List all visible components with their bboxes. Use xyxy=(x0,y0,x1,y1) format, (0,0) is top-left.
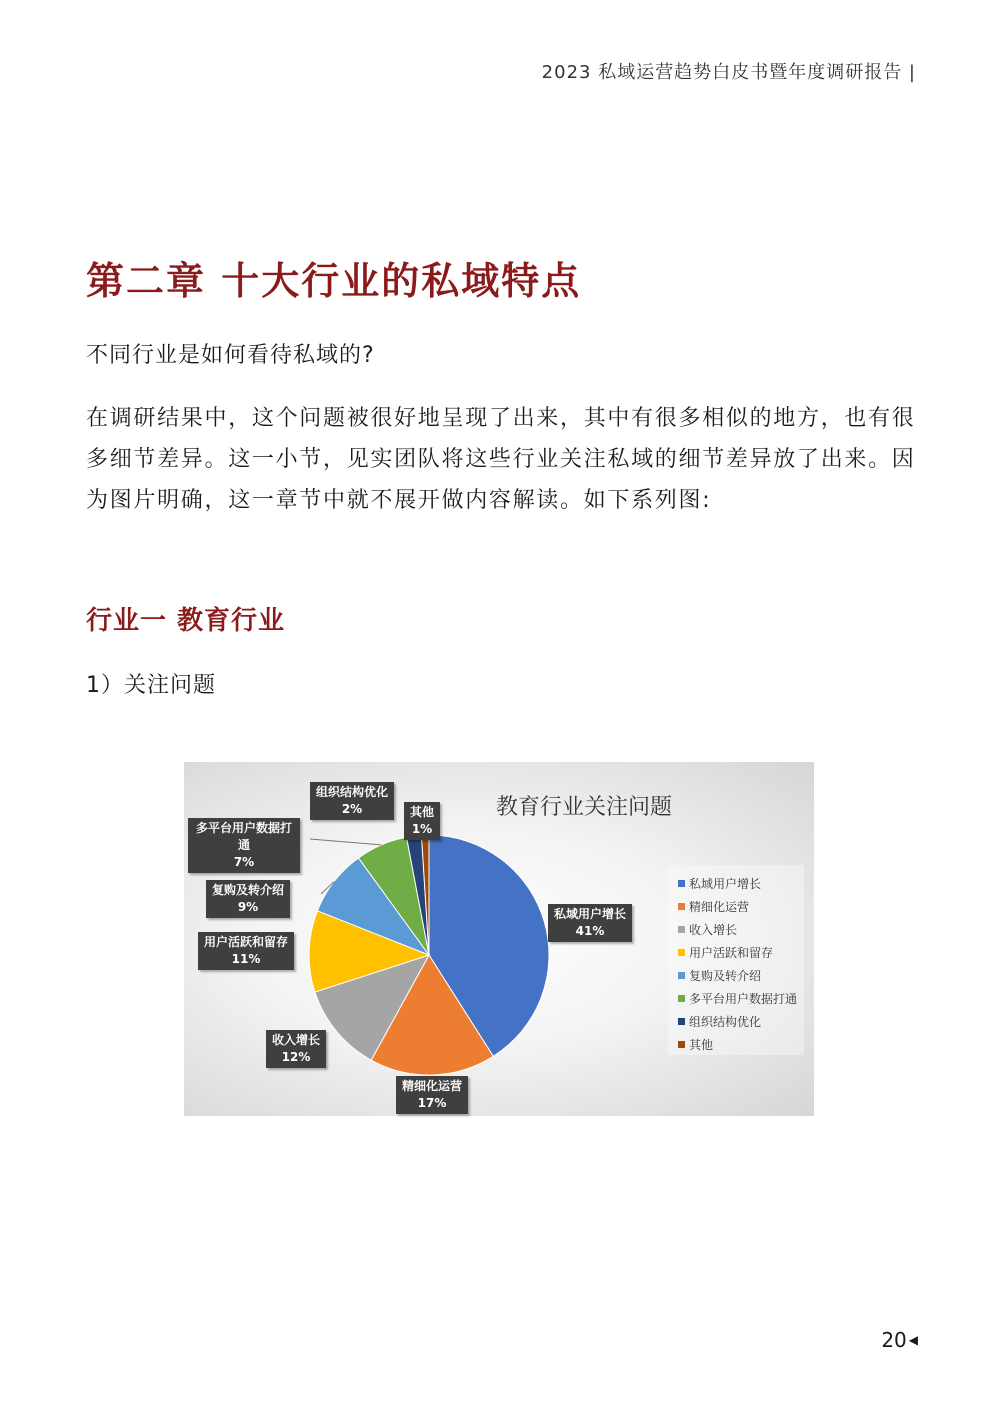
section-title: 行业一 教育行业 xyxy=(86,606,286,636)
education-pie-chart xyxy=(184,762,814,1116)
data-label-value: 9% xyxy=(237,900,259,914)
data-label-value: 2% xyxy=(341,802,363,816)
data-label-0 xyxy=(548,904,632,942)
legend-item-5 xyxy=(678,990,797,1007)
legend-swatch xyxy=(678,995,685,1002)
page-number-text: 20 xyxy=(881,1328,907,1352)
intro-question: 不同行业是如何看待私域的? xyxy=(86,343,375,368)
chart-title: 教育行业关注问题 xyxy=(496,795,673,820)
legend-swatch xyxy=(678,972,685,979)
data-label-category: 其他 xyxy=(410,805,435,819)
legend-item-0 xyxy=(678,875,761,892)
legend-label: 私域用户增长 xyxy=(689,877,762,891)
data-label-category: 收入增长 xyxy=(272,1033,321,1047)
legend-swatch xyxy=(678,949,685,956)
legend-swatch xyxy=(678,1041,685,1048)
chapter-title: 第二章 十大行业的私域特点 xyxy=(86,259,582,303)
data-label-category: 组织结构优化 xyxy=(316,785,389,799)
legend-item-7 xyxy=(678,1036,713,1053)
data-label-7 xyxy=(404,802,440,840)
legend-item-3 xyxy=(678,944,773,961)
data-label-value: 41% xyxy=(575,924,605,938)
data-label-value: 17% xyxy=(417,1096,447,1110)
data-label-value: 7% xyxy=(233,855,255,869)
data-label-6 xyxy=(310,782,394,820)
legend-label: 精细化运营 xyxy=(689,900,750,914)
data-label-5 xyxy=(188,818,300,873)
data-label-category: 复购及转介绍 xyxy=(212,883,285,897)
legend-label: 收入增长 xyxy=(689,923,738,937)
data-label-category: 多平台用户数据打通 xyxy=(195,821,292,852)
legend-label: 组织结构优化 xyxy=(689,1015,762,1029)
legend-label: 其他 xyxy=(689,1038,714,1052)
data-label-value: 1% xyxy=(411,822,433,836)
page-number xyxy=(881,1328,918,1352)
data-label-1 xyxy=(396,1076,468,1114)
data-label-category: 精细化运营 xyxy=(402,1079,463,1093)
data-label-value: 11% xyxy=(231,952,261,966)
legend-item-6 xyxy=(678,1013,761,1030)
legend-label: 多平台用户数据打通 xyxy=(689,992,798,1006)
legend-swatch xyxy=(678,1018,685,1025)
legend-swatch xyxy=(678,926,685,933)
intro-body: 在调研结果中，这个问题被很好地呈现了出来，其中有很多相似的地方，也有很多细节差异。这一小节，见实团队将这些行业关注私域的细节差异放了出来。因为图片明确，这一章节中就不展开做内容解读。如下系列图: xyxy=(86,406,916,513)
data-label-3 xyxy=(198,932,294,970)
legend-label: 复购及转介绍 xyxy=(689,969,762,983)
legend-item-2 xyxy=(678,921,737,938)
data-label-2 xyxy=(266,1030,326,1068)
legend-item-4 xyxy=(678,967,761,984)
data-label-category: 私域用户增长 xyxy=(554,907,627,921)
triangle-left-icon: ◀ xyxy=(908,1333,918,1347)
data-label-4 xyxy=(206,880,290,918)
data-label-category: 用户活跃和留存 xyxy=(204,935,289,949)
legend-swatch xyxy=(678,903,685,910)
report-header: 2023 私域运营趋势白皮书暨年度调研报告 | xyxy=(541,62,916,83)
legend-item-1 xyxy=(678,898,749,915)
leader-line-5 xyxy=(310,839,381,845)
chart-legend xyxy=(668,865,804,1055)
legend-label: 用户活跃和留存 xyxy=(689,946,774,960)
data-label-value: 12% xyxy=(281,1050,311,1064)
section-subtitle: 1）关注问题 xyxy=(86,673,216,698)
legend-swatch xyxy=(678,880,685,887)
